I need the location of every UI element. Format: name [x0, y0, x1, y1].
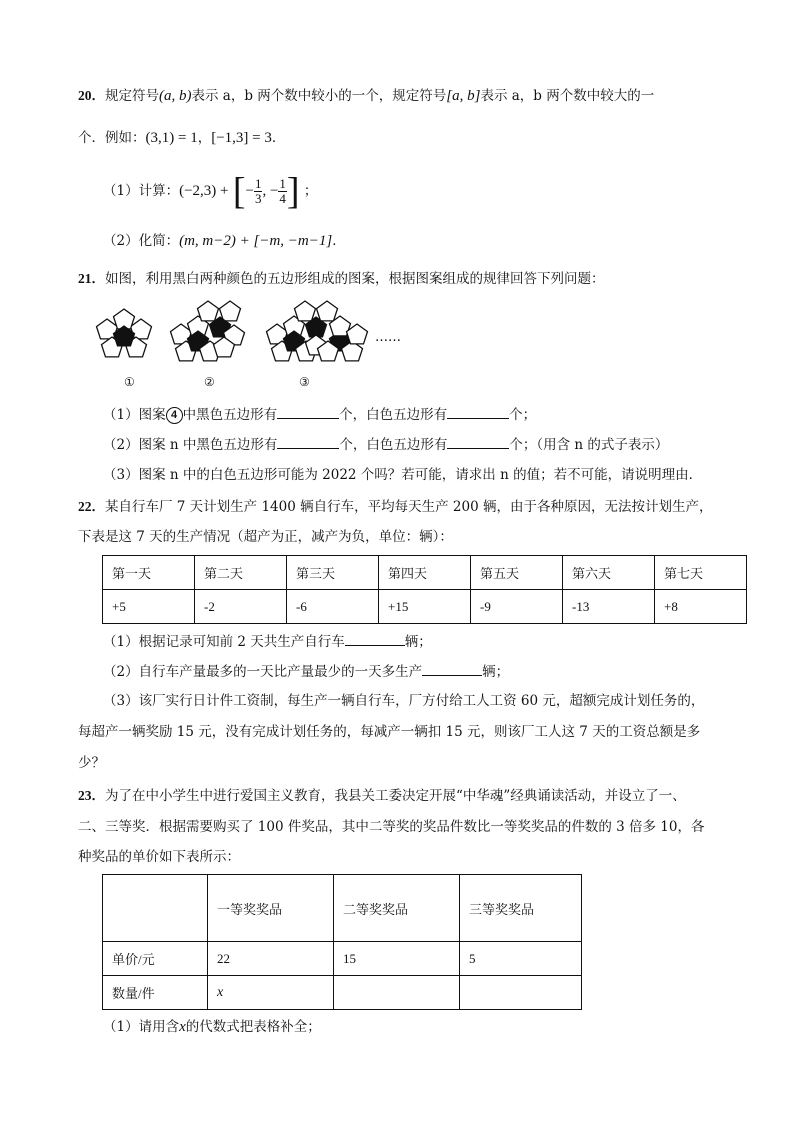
table-cell: +5	[103, 590, 195, 624]
max-symbol: [a, b]	[446, 88, 481, 104]
table-header-cell: 第二天	[195, 556, 287, 590]
fraction-1-3: $\frac{1}{3}$	[254, 176, 262, 206]
q23-stem-2: 二、三等奖．根据需要购买了 100 件奖品，其中二等奖的奖品件数比一等奖奖品的件数的 3 倍多 10，各	[78, 819, 705, 835]
table-cell: -9	[471, 590, 563, 624]
table-cell: 单价/元	[103, 942, 208, 976]
table-cell[interactable]	[334, 976, 460, 1010]
q20-line1: 20．规定符号(a, b)表示 a，b 两个数中较小的一个，规定符号[a, b]表示 a，b 两个数中较大的一	[78, 88, 655, 104]
table-cell: 15	[334, 942, 460, 976]
table-header-cell: 第六天	[563, 556, 655, 590]
pattern-1	[97, 309, 152, 357]
table-header-cell: 二等奖奖品	[334, 875, 460, 942]
q20-part1-expr: (−2,3) +	[179, 183, 229, 199]
q22-stem-1: 22．某自行车厂 7 天计划生产 1400 辆自行车，平均每天生产 200 辆，由于各种原因，无法按计划生产，	[78, 499, 713, 515]
answer-blank[interactable]	[447, 404, 509, 419]
example-1: (3,1) = 1	[145, 130, 198, 146]
pattern-3	[267, 301, 368, 361]
table-cell: 数量/件	[103, 976, 208, 1010]
q23-stem-1: 23．为了在中小学生中进行爱国主义教育，我县关工委决定开展“中华魂”经典诵读活动，并设立了一、	[78, 788, 686, 804]
q23-stem-3: 种奖品的单价如下表所示：	[78, 849, 240, 865]
continuation-dots: ……	[375, 330, 401, 345]
table-cell: x	[208, 976, 334, 1010]
table-row	[103, 590, 747, 624]
answer-blank[interactable]	[277, 434, 339, 449]
table-header-row	[103, 556, 747, 590]
table-cell: +15	[379, 590, 471, 624]
prize-table	[102, 874, 582, 1010]
table-header-cell: 第五天	[471, 556, 563, 590]
q20-number: 20．	[78, 88, 105, 103]
q21-part1: （1）图案 4 中黑色五边形有 个，白色五边形有 个；	[103, 404, 536, 425]
table-header-cell: 第三天	[287, 556, 379, 590]
fraction-1-4: $\frac{1}{4}$	[279, 176, 286, 206]
min-symbol: (a, b)	[159, 88, 192, 104]
q21-number: 21．	[78, 271, 105, 286]
figure-label-2: ②	[204, 375, 215, 389]
circled-4: 4	[166, 407, 183, 424]
table-header-cell: 三等奖奖品	[460, 875, 582, 942]
figure-label-1: ①	[124, 375, 135, 389]
table-cell: -2	[195, 590, 287, 624]
production-table	[102, 555, 747, 624]
q20-line2: 个．例如：(3,1) = 1，[−1,3] = 3．	[78, 130, 286, 146]
q22-stem-2: 下表是这 7 天的生产情况（超产为正，减产为负，单位：辆）：	[78, 529, 453, 545]
table-header-row	[103, 875, 582, 942]
q23-number: 23．	[78, 788, 105, 803]
table-header-cell	[103, 875, 208, 942]
q20-part2: （2）化简：(m, m−2) + [−m, −m−1]．	[103, 233, 346, 249]
q22-part3-line3: 少？	[78, 755, 105, 771]
figure-label-3: ③	[299, 375, 310, 389]
table-header-cell: 第七天	[655, 556, 747, 590]
q20-part2-expr: (m, m−2) + [−m, −m−1]	[179, 233, 333, 249]
answer-blank[interactable]	[422, 661, 482, 676]
pattern-2	[171, 301, 245, 361]
q23-part1: （1）请用含x的代数式把表格补全；	[103, 1019, 321, 1035]
answer-blank[interactable]	[277, 404, 339, 419]
q21-part2: （2）图案 n 中黑色五边形有 个，白色五边形有 个；（用含 n 的式子表示）	[103, 434, 668, 455]
q21-part3: （3）图案 n 中的白色五边形可能为 2022 个吗？若可能，请求出 n 的值；若不可能，请说明理由．	[103, 467, 703, 483]
q22-part1: （1）根据记录可知前 2 天共生产自行车 辆；	[103, 631, 432, 652]
table-header-cell: 一等奖奖品	[208, 875, 334, 942]
table-cell: 5	[460, 942, 582, 976]
q22-part2: （2）自行车产量最多的一天比产量最少的一天多生产 辆；	[103, 661, 509, 682]
table-cell: -13	[563, 590, 655, 624]
answer-blank[interactable]	[447, 434, 509, 449]
table-row	[103, 942, 582, 976]
table-header-cell: 第一天	[103, 556, 195, 590]
table-row	[103, 976, 582, 1010]
q22-number: 22．	[78, 499, 105, 514]
q20-part1: （1）计算：(−2,3) + [− $\frac{1}{3}$ , − $\frac{1}{4}$ ] ；	[103, 170, 318, 213]
q22-part3-line2: 每超产一辆奖励 15 元，没有完成计划任务的，每减产一辆扣 15 元，则该厂工人这 7 天的工资总额是多	[78, 724, 701, 740]
table-cell: -6	[287, 590, 379, 624]
table-cell[interactable]	[460, 976, 582, 1010]
table-cell: +8	[655, 590, 747, 624]
q22-part3-line1: （3）该厂实行日计件工资制，每生产一辆自行车，厂方付给工人工资 60 元，超额完成计划任务的，	[103, 693, 705, 709]
answer-blank[interactable]	[345, 631, 405, 646]
pentagon-patterns-figure	[90, 300, 420, 370]
variable-x: x	[179, 1019, 186, 1035]
example-2: [−1,3] = 3	[211, 130, 272, 146]
table-cell: 22	[208, 942, 334, 976]
q21-stem: 21．如图，利用黑白两种颜色的五边形组成的图案，根据图案组成的规律回答下列问题：	[78, 271, 605, 287]
table-header-cell: 第四天	[379, 556, 471, 590]
